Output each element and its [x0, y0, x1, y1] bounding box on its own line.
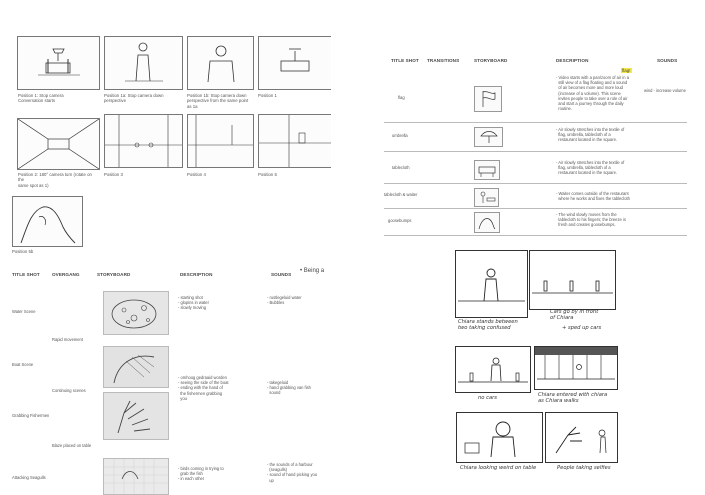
sketch-caption-5: Chiara entered with chiara as Chiara walks	[538, 392, 608, 404]
sketch-panel-3	[455, 346, 531, 393]
frame-caption-2: Position 1a: Stop camera down perspective	[104, 93, 164, 104]
right-row-desc-umbrella: - Air slowly stretches into the textile of flag, umbrella, tablecloth of a restaurant located in the square.	[556, 127, 625, 143]
side-note	[300, 268, 324, 274]
sketch-goosebumps	[475, 213, 499, 232]
frame-caption-9: Position 5b	[12, 249, 34, 254]
sketch-restaurant-front	[535, 347, 617, 389]
sketch-grabbing-hand	[104, 393, 168, 439]
left-header-transition: OVERGANG	[52, 272, 80, 277]
row-divider	[384, 183, 687, 184]
sketch-seagulls-grid	[104, 459, 168, 494]
sketch-flag	[475, 87, 501, 111]
left-header-description: DESCRIPTION	[180, 272, 213, 277]
left-row-title-boat: Boat Scene	[12, 362, 34, 367]
row-divider	[384, 235, 687, 236]
left-transition-continuing: Continuing scenes	[52, 388, 86, 393]
left-row-sounds-boat: - takegeluid - hand grabbing van fish sound	[267, 380, 311, 396]
left-row-desc-boat: - omhoog gedraaid worden - seeing the side of the boat - ending with the hand of the fishermen grabbing you	[178, 375, 229, 401]
side-note-text: Being a	[303, 268, 325, 274]
left-header-storyboard: STORYBOARD	[97, 272, 131, 277]
sketch-figure-closeup	[13, 197, 82, 246]
bullet-dot: •	[300, 268, 304, 274]
storyboard-photo-boat	[103, 346, 169, 388]
sketch-room-lamps	[105, 115, 182, 167]
frame-caption-5: Position 2: 180° camera turn (rotate on the same spot as 1)	[18, 172, 92, 188]
sketch-panel-5	[456, 412, 543, 463]
sketch-caption-7: People taking selfies	[557, 465, 611, 471]
storyboard-frame-9	[12, 196, 83, 247]
storyboard-thumb-umbrella	[474, 127, 503, 147]
left-row-sounds-seagulls: - the sounds of a harbour (seagulls) - sound of hand picking you up	[267, 462, 318, 483]
sketch-panel-2	[529, 250, 616, 310]
sketch-caption-4: no cars	[478, 395, 497, 401]
highlight-note-text: flag!	[622, 68, 631, 73]
sketch-waiter	[475, 189, 498, 206]
left-row-sounds-water: - rustlegeluid water - Bubbles	[267, 295, 302, 306]
right-row-title-waiter: tablecloth & waiter	[384, 192, 418, 197]
storyboard-photo-fishermen	[103, 392, 169, 440]
sketch-room-wall	[188, 115, 253, 167]
right-header-transitions: TRANSITIONS	[427, 58, 460, 63]
right-header-storyboard: STORYBOARD	[474, 58, 508, 63]
sketch-caption-3: + sped up cars	[562, 325, 602, 331]
sketch-poles-cars	[530, 251, 615, 309]
frame-caption-3: Position 1b: Stop camera down perspective from the same point as 1a	[187, 93, 249, 109]
row-divider	[384, 122, 687, 123]
sketch-person-in-street	[456, 251, 527, 317]
sketch-standing-figure	[105, 37, 182, 89]
left-row-title-fishermen: Grabbing Fishermen	[12, 413, 50, 418]
sketch-person-at-table	[457, 413, 542, 462]
sketch-caption-1: Chiara stands between two taking confused	[458, 319, 518, 331]
sketch-bust-figure	[188, 37, 253, 89]
left-row-desc-water: - starting shot - glopins in water - slowly moving	[178, 295, 209, 311]
frame-caption-4: Position 1	[258, 93, 277, 98]
row-divider	[384, 151, 687, 152]
storyboard-frame-4	[258, 36, 331, 90]
left-transition-rapid: Rapid movement	[52, 337, 83, 342]
sketch-panel-4	[534, 346, 618, 390]
sketch-caption-6: Chiara looking weird on table	[460, 465, 537, 471]
right-row-desc-waiter: - Waiter comes outside of the restaurant where he works and fixes the tablecloth	[556, 191, 630, 202]
right-row-desc-flag: - Video starts with a pan/zoom of air in a still view of a flag floating and a sound of air becomes more and more loud (increase of a volume). This scene invites people to take over a role of air and start a journey through the daily routine.	[556, 75, 629, 112]
sketch-panel-6	[545, 412, 618, 463]
right-row-title-tablecloth: tablecloth	[392, 165, 410, 170]
storyboard-photo-seagulls	[103, 458, 169, 495]
sketch-panel-1	[455, 250, 528, 318]
left-row-desc-seagulls: - birds coming in trying to grab the fish - in each other	[178, 466, 224, 482]
storyboard-frame-8	[258, 114, 331, 168]
storyboard-frame-2	[104, 36, 183, 90]
highlight-note	[621, 68, 632, 73]
sketch-caption-2: Cars go by in front of Chiara	[550, 309, 599, 321]
right-row-title-umbrella: umbrella	[392, 133, 408, 138]
left-transition-blaze: Blaze placed on table	[52, 443, 92, 448]
left-row-title-seagulls: Attacking Seagulls	[12, 475, 46, 480]
right-header-description: DESCRIPTION	[556, 58, 589, 63]
frame-caption-1: Position 1: Stop camera Conversation starts	[18, 93, 64, 104]
storyboard-photo-water	[103, 291, 169, 335]
storyboard-frame-7	[187, 114, 254, 168]
storyboard-frame-5	[17, 118, 100, 170]
sketch-corridor	[18, 119, 99, 169]
storyboard-frame-6	[104, 114, 183, 168]
sketch-water-bubbles	[104, 292, 168, 334]
sketch-table-lamp	[18, 37, 99, 89]
row-divider	[384, 208, 687, 209]
left-header-sounds: SOUNDS	[271, 272, 292, 277]
right-header-title-shot: TITLE SHOT	[391, 58, 419, 63]
storyboard-thumb-waiter	[474, 188, 499, 207]
sketch-umbrella	[475, 128, 502, 146]
storyboard-thumb-flag	[474, 86, 502, 112]
storyboard-thumb-tablecloth	[474, 160, 500, 180]
frame-caption-8: Position 5	[258, 172, 277, 177]
right-row-title-goosebumps: goosebumps	[388, 218, 412, 223]
sketch-tablecloth	[475, 161, 499, 179]
right-row-desc-tablecloth: - Air slowly stretches into the textile of flag, umbrella, tablecloth of a restaurant located in the square.	[556, 160, 625, 176]
right-row-sounds-flag: wind - increase volume	[644, 88, 686, 93]
storyboard-thumb-goosebumps	[474, 212, 500, 233]
frame-caption-6: Position 3	[104, 172, 123, 177]
storyboard-frame-3	[187, 36, 254, 90]
sketch-table-side	[259, 37, 331, 89]
left-header-title-shot: TITLE SHOT	[12, 272, 40, 277]
frame-caption-7: Position 4	[187, 172, 206, 177]
storyboard-frame-1	[17, 36, 100, 90]
right-row-title-flag: flag	[398, 95, 405, 100]
sketch-selfie-hands	[546, 413, 617, 462]
sketch-boat-hand	[104, 347, 168, 387]
sketch-empty-street	[456, 347, 530, 392]
right-header-sounds: SOUNDS	[657, 58, 678, 63]
right-row-desc-goosebumps: - The wind slowly moves from the tablecloth to his fingers; the breeze is fresh and creates goosebumps.	[556, 212, 626, 228]
sketch-room-corner	[259, 115, 331, 167]
left-row-title-water: Water Scene	[12, 309, 36, 314]
